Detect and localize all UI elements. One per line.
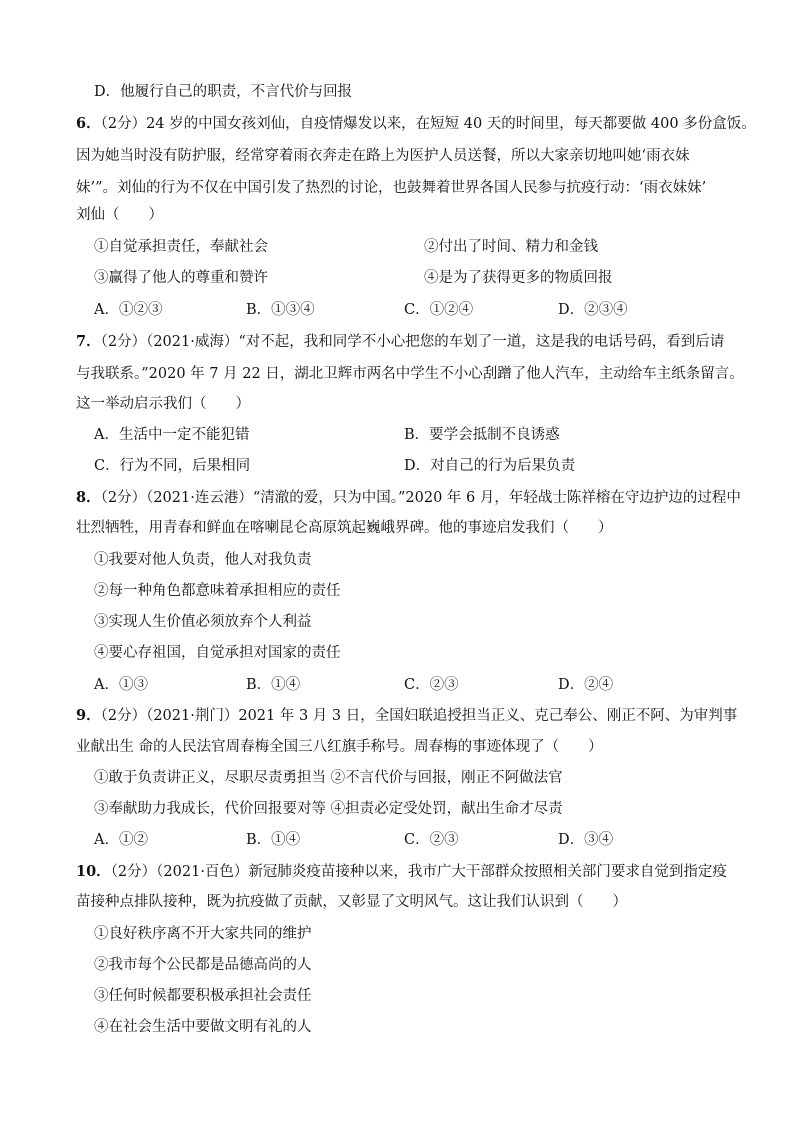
question-9-option-d[interactable]: D．③④	[558, 832, 614, 848]
question-10-statement-2: ②我市每个公民都是品德高尚的人	[94, 957, 312, 973]
question-9-option-b[interactable]: B．①④	[246, 832, 301, 848]
question-8-option-a[interactable]: A．①③	[94, 677, 148, 693]
question-6-stem-line-3: 妹’”。刘仙的行为不仅在中国引发了热烈的讨论，也鼓舞着世界各国人民参与抗疫行动：‘雨衣妹妹’	[76, 180, 707, 196]
question-6-option-a[interactable]: A．①②③	[94, 302, 163, 318]
question-7-option-a[interactable]: A．生活中一定不能犯错	[94, 427, 250, 443]
question-9-option-a[interactable]: A．①②	[94, 832, 148, 848]
question-7-option-d[interactable]: D．对自己的行为后果负责	[404, 458, 576, 474]
question-7-meta: （2分）（2021·威海）	[100, 334, 239, 350]
question-6-stem-line-1: 6．（2分）24 岁的中国女孩刘仙，自疫情爆发以来，在短短 40 天的时间里，每天都要做 400 多份盒饭。	[76, 115, 756, 132]
question-7-option-c[interactable]: C．行为不同，后果相同	[94, 458, 251, 474]
question-8-option-c[interactable]: C．②③	[404, 677, 459, 693]
question-6-option-d[interactable]: D．②③④	[558, 302, 628, 318]
question-8-number: 8．	[76, 489, 101, 506]
question-6-statement-4: ④是为了获得更多的物质回报	[424, 270, 613, 286]
question-9-option-c[interactable]: C．②③	[404, 832, 459, 848]
question-10-stem-line-2: 苗接种点排队接种，既为抗疫做了贡献，又彰显了文明风气。这让我们认识到（ ）	[76, 894, 627, 910]
question-9-meta: （2分）（2021·荆门）	[100, 708, 239, 724]
question-9-statements-3-4: ③奉献助力我成长，代价回报要对等 ④担责必定受处罚，献出生命才尽责	[94, 801, 563, 817]
question-6-statement-3: ③赢得了他人的尊重和赞许	[94, 270, 268, 286]
question-9-stem-line-1: 9．（2分）（2021·荆门）2021 年 3 月 3 日，全国妇联追授担当正义、克己奉公、刚正不阿、为审判事	[76, 707, 738, 724]
question-6-stem-line-4: 刘仙（ ）	[76, 207, 163, 223]
question-8-meta: （2分）（2021·连云港）	[100, 490, 253, 506]
question-6-statement-2: ②付出了时间、精力和金钱	[424, 239, 598, 255]
question-7-option-b[interactable]: B．要学会抵制不良诱惑	[404, 427, 560, 443]
question-10-stem-line-1: 10．（2分）（2021·百色）新冠肺炎疫苗接种以来，我市广大干部群众按照相关部门要求自觉到指定疫	[76, 863, 727, 880]
question-6-meta: （2分）	[100, 116, 147, 132]
question-8-option-d[interactable]: D．②④	[558, 677, 614, 693]
question-6-option-c[interactable]: C．①②④	[404, 302, 474, 318]
question-9-number: 9．	[76, 707, 101, 724]
question-7-stem-line-2: 与我联系。”2020 年 7 月 22 日，湖北卫辉市两名中学生不小心刮蹭了他人汽车，主动给车主纸条留言。	[76, 366, 744, 382]
question-8-statement-1: ①我要对他人负责，他人对我负责	[94, 552, 312, 568]
question-10-meta: （2分）（2021·百色）	[110, 864, 249, 880]
question-8-option-b[interactable]: B．①④	[246, 677, 301, 693]
question-8-statement-4: ④要心存祖国，自觉承担对国家的责任	[94, 645, 341, 661]
question-10-number: 10．	[76, 863, 111, 880]
question-7-stem-line-1: 7．（2分）（2021·威海）“对不起，我和同学不小心把您的车划了一道，这是我的电话号码，看到后请	[76, 333, 725, 350]
question-8-statement-3: ③实现人生价值必须放弃个人利益	[94, 614, 312, 630]
question-6-stem-line-2: 因为她当时没有防护服，经常穿着雨衣奔走在路上为医护人员送餐，所以大家亲切地叫她‘雨衣妹	[76, 148, 690, 164]
question-6-number: 6．	[76, 115, 101, 132]
question-9-statements-1-2: ①敢于负责讲正义，尽职尽责勇担当 ②不言代价与回报，刚正不阿做法官	[94, 770, 563, 786]
question-8-stem-line-1: 8．（2分）（2021·连云港）“清澈的爱，只为中国。”2020 年 6 月，年轻战士陈祥榕在守边护边的过程中	[76, 489, 741, 506]
question-8-stem-line-2: 壮烈牺牲，用青春和鲜血在喀喇昆仑高原筑起巍峨界碑。他的事迹启发我们（ ）	[76, 520, 613, 536]
question-10-statement-3: ③任何时候都要积极承担社会责任	[94, 988, 312, 1004]
prev-option-d: D．他履行自己的职责，不言代价与回报	[94, 84, 353, 100]
question-7-stem-line-3: 这一举动启示我们（ ）	[76, 396, 250, 412]
question-9-stem-line-2: 业献出生 命的人民法官周春梅全国三八红旗手称号。周春梅的事迹体现了（ ）	[76, 739, 603, 755]
question-6-option-b[interactable]: B．①③④	[246, 302, 315, 318]
question-10-statement-1: ①良好秩序离不开大家共同的维护	[94, 926, 312, 942]
question-6-statement-1: ①自觉承担责任，奉献社会	[94, 239, 268, 255]
question-7-number: 7．	[76, 333, 101, 350]
question-8-statement-2: ②每一种角色都意味着承担相应的责任	[94, 583, 341, 599]
question-10-statement-4: ④在社会生活中要做文明有礼的人	[94, 1019, 312, 1035]
